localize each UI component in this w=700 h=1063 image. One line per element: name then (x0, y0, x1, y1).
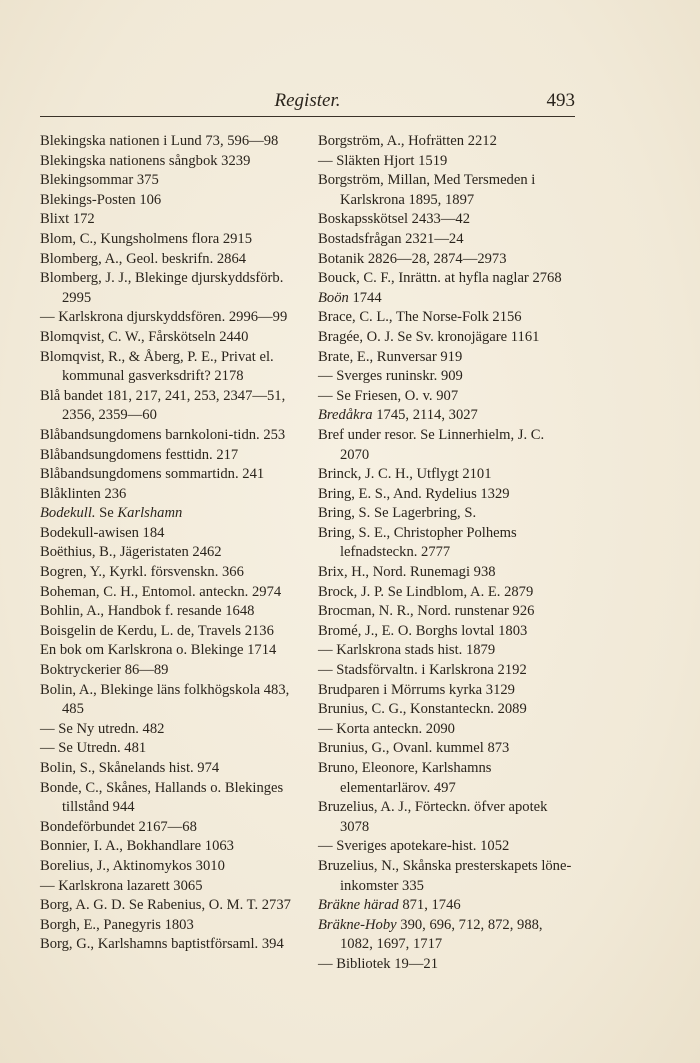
running-header (40, 90, 575, 118)
index-entry: Blekingska nationens sångbok 3239 (40, 152, 251, 169)
index-entry: Brocman, N. R., Nord. runstenar 926 (318, 603, 535, 620)
index-entry-italic: Bredåkra (318, 407, 373, 424)
index-entry: Bring, S. E., Christopher Polhems lefnadsteckn. 2777 (318, 524, 517, 561)
index-entry: Bräkne-Hoby 390, 696, 712, 872, 988, 1082, 1697, 1717 (318, 916, 543, 953)
index-entry: Bolin, S., Skånelands hist. 974 (40, 760, 220, 776)
index-entry: — Korta anteckn. 2090 (318, 720, 455, 737)
index-entry: Boön 1744 (318, 289, 382, 306)
index-entry: Blåklinten 236 (40, 485, 127, 502)
index-entry: Boisgelin de Kerdu, L. de, Travels 2136 (40, 622, 274, 639)
index-entry-text: Se (95, 505, 118, 522)
index-entry: — Karlskrona stads hist. 1879 (318, 642, 496, 659)
index-entry: Bonde, C., Skånes, Hallands o. Blekinges tillstånd 944 (40, 779, 284, 816)
index-column-left (40, 132, 298, 955)
index-entry: Bruno, Eleonore, Karlshamns elementarlärov. 497 (318, 760, 492, 796)
index-entry: — Se Utredn. 481 (40, 740, 147, 757)
index-entry: Boskapsskötsel 2433—42 (318, 211, 471, 228)
index-entry: Blekings-Posten 106 (40, 191, 162, 208)
index-entry: — Karlskrona djurskyddsfören. 2996—99 (40, 309, 288, 326)
index-entry: — Karlskrona lazarett 3065 (40, 877, 203, 894)
index-entry: Bolin, A., Blekinge läns folkhögskola 483, 485 (40, 681, 290, 718)
index-entry: Bragée, O. J. Se Sv. kronojägare 1161 (318, 328, 540, 345)
index-entry: Blekingsommar 375 (40, 172, 159, 189)
index-entry: Brunius, G., Ovanl. kummel 873 (318, 740, 510, 757)
index-entry: Blekingska nationen i Lund 73, 596—98 (40, 133, 279, 149)
index-entry-italic: Boön (318, 289, 349, 306)
index-entry: — Bibliotek 19—21 (318, 955, 438, 972)
index-entry: Bruzelius, A. J., Förteckn. öfver apotek 3078 (318, 799, 548, 835)
index-entry: Blomqvist, R., & Åberg, P. E., Privat el. kommunal gasverksdrift? 2178 (40, 348, 274, 385)
index-entry: Brudparen i Mörrums kyrka 3129 (318, 681, 515, 698)
header-rule (40, 116, 575, 117)
index-entry: Blixt 172 (40, 211, 95, 228)
index-entry: Bogren, Y., Kyrkl. försvenskn. 366 (40, 564, 244, 581)
index-entry: Bräkne härad 871, 1746 (318, 897, 461, 914)
index-entry: — Stadsförvaltn. i Karlskrona 2192 (318, 662, 527, 679)
index-entry: Blåbandsungdomens festtidn. 217 (40, 446, 239, 463)
running-title: Register. (274, 90, 341, 111)
index-entry: Boktryckerier 86—89 (40, 662, 169, 679)
index-entry: — Se Friesen, O. v. 907 (318, 387, 459, 404)
index-entry: Botanik 2826—28, 2874—2973 (318, 250, 507, 267)
index-entry: Borelius, J., Aktinomykos 3010 (40, 857, 225, 874)
index-entry: En bok om Karlskrona o. Blekinge 1714 (40, 642, 277, 659)
index-entry: Boheman, C. H., Entomol. anteckn. 2974 (40, 583, 282, 600)
index-entry: Bromé, J., E. O. Borghs lovtal 1803 (318, 622, 528, 639)
index-entry: — Se Ny utredn. 482 (40, 720, 165, 737)
index-entry: Blåbandsungdomens barnkoloni-tidn. 253 (40, 426, 286, 443)
index-entry: Bohlin, A., Handbok f. resande 1648 (40, 603, 255, 620)
index-entry-italic: Karlshamn (117, 505, 183, 522)
index-entry: Bring, E. S., And. Rydelius 1329 (318, 485, 510, 502)
index-entry: Brix, H., Nord. Runemagi 938 (318, 564, 496, 581)
index-entry: Borg, A. G. D. Se Rabenius, O. M. T. 2737 (40, 897, 291, 914)
index-entry: Bondeförbundet 2167—68 (40, 818, 197, 835)
page-number: 493 (546, 90, 575, 111)
index-entry: Brate, E., Runversar 919 (318, 348, 463, 365)
index-column-right (318, 132, 576, 975)
index-entry: Brunius, C. G., Konstanteckn. 2089 (318, 701, 527, 718)
index-entry: Brock, J. P. Se Lindblom, A. E. 2879 (318, 583, 534, 600)
index-entry: Borgström, Millan, Med Tersmeden i Karlskrona 1895, 1897 (318, 172, 536, 208)
index-entry: Blåbandsungdomens sommartidn. 241 (40, 466, 265, 483)
index-entry: Bring, S. Se Lagerbring, S. (318, 505, 477, 522)
index-entry: Bref under resor. Se Linnerhielm, J. C. 2070 (318, 426, 545, 463)
index-entry: — Släkten Hjort 1519 (318, 152, 448, 169)
index-entry-italic: Bräkne-Hoby (318, 916, 397, 933)
index-entry: Bruzelius, N., Skånska presterskapets löne-inkomster 335 (318, 857, 572, 894)
index-entry: Blomberg, J. J., Blekinge djurskyddsförb. 2995 (40, 270, 284, 306)
index-entry: Bostadsfrågan 2321—24 (318, 230, 464, 247)
index-entry-italic: Bräkne härad (318, 897, 399, 914)
index-entry: Brace, C. L., The Norse-Folk 2156 (318, 309, 522, 326)
index-entry: Borgström, A., Hofrätten 2212 (318, 133, 497, 149)
index-entry: — Sverges runinskr. 909 (318, 368, 463, 385)
index-entry: Boëthius, B., Jägeristaten 2462 (40, 544, 222, 561)
index-entry: Blom, C., Kungsholmens flora 2915 (40, 230, 253, 247)
index-entry: Bredåkra 1745, 2114, 3027 (318, 407, 478, 424)
index-entry: Borgh, E., Panegyris 1803 (40, 916, 194, 933)
index-entry: Blomberg, A., Geol. beskrifn. 2864 (40, 250, 247, 267)
index-entry: — Sveriges apotekare-hist. 1052 (318, 838, 510, 855)
index-entry (40, 504, 298, 524)
index-entry: Borg, G., Karlshamns baptistförsaml. 394 (40, 936, 284, 953)
index-entry: Bonnier, I. A., Bokhandlare 1063 (40, 838, 234, 855)
index-entry: Blå bandet 181, 217, 241, 253, 2347—51, 2356, 2359—60 (40, 387, 286, 424)
index-entry: Bouck, C. F., Inrättn. at hyfla naglar 2768 (318, 270, 562, 287)
index-entry: Brinck, J. C. H., Utflygt 2101 (318, 466, 492, 483)
index-entry: Blomqvist, C. W., Fårskötseln 2440 (40, 328, 249, 345)
index-entry-italic: Bodekull. (40, 505, 96, 522)
index-entry: Bodekull-awisen 184 (40, 524, 165, 541)
